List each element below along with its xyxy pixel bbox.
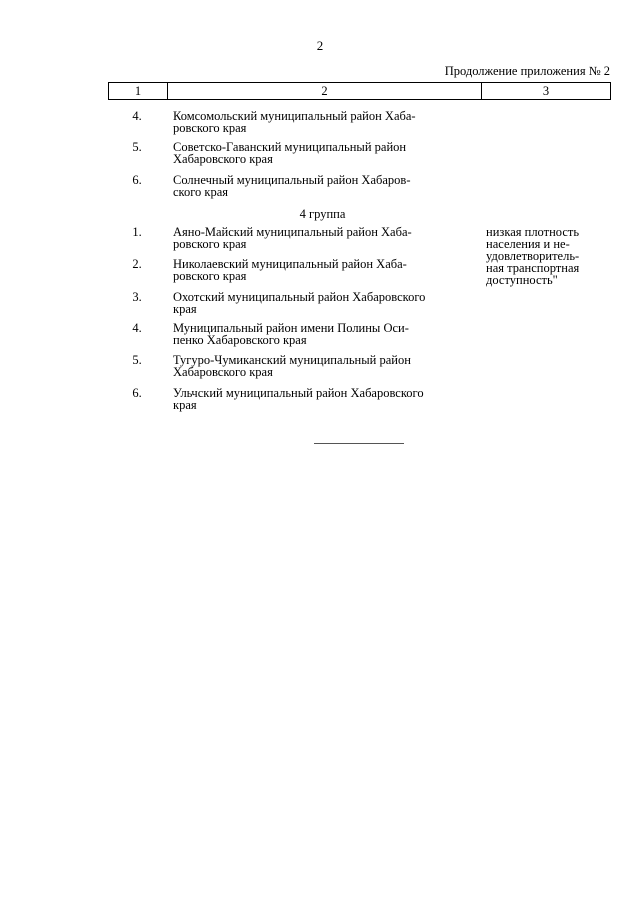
row-number: 5. [132,140,142,154]
row-district-line: ровского края [173,269,247,283]
appendix-subtitle: Продолжение приложения № 2 [444,64,610,78]
row-district [173,174,478,198]
row-district [173,354,478,378]
row-number: 6. [132,173,142,187]
row-district [173,291,478,315]
row-number: 1. [132,225,142,239]
note-line: ная транспортная [486,261,580,275]
row-district [173,141,478,165]
row-district-line: края [173,398,197,412]
row-district-line: ровского края [173,237,247,251]
row-district-line: Охотский муниципальный район Хабаровского [173,290,426,304]
row-number: 4. [132,321,142,335]
column-header-2: 2 [168,83,482,99]
page-number: 2 [316,38,324,53]
row-number: 3. [132,290,142,304]
column-header-1: 1 [109,83,168,99]
group-title: 4 группа [299,207,346,221]
row-number: 5. [132,353,142,367]
row-district-line: Комсомольский муниципальный район Хаба- [173,109,416,123]
row-district-line: Советско-Гаванский муниципальный район [173,140,407,154]
row-district [173,110,478,134]
row-number: 2. [132,257,142,271]
row-district-line: ского края [173,185,229,199]
row-district-line: Аяно-Майский муниципальный район Хаба- [173,225,412,239]
note-line: доступность" [486,273,558,287]
note-line: низкая плотность [486,225,580,239]
table-header [108,82,611,100]
group-criteria-note [486,226,606,286]
row-number: 6. [132,386,142,400]
row-district-line: Солнечный муниципальный район Хабаров- [173,173,411,187]
note-line: удовлетворитель- [486,249,580,263]
column-header-3: 3 [542,83,550,98]
row-district-line: Тугуро-Чумиканский муниципальный район [173,353,411,367]
note-line: населения и не- [486,237,570,251]
row-district [173,226,478,250]
row-district [173,387,478,411]
row-district-line: края [173,302,197,316]
row-district [173,322,478,346]
row-district-line: Хабаровского края [173,365,273,379]
row-district-line: Хабаровского края [173,152,273,166]
row-district-line: Муниципальный район имени Полины Оси- [173,321,409,335]
row-district-line: пенко Хабаровского края [173,333,307,347]
row-number: 4. [132,109,142,123]
end-divider [314,443,404,444]
row-district-line: ровского края [173,121,247,135]
row-district-line: Николаевский муниципальный район Хаба- [173,257,407,271]
row-district-line: Ульчский муниципальный район Хабаровского [173,386,424,400]
row-district [173,258,478,282]
